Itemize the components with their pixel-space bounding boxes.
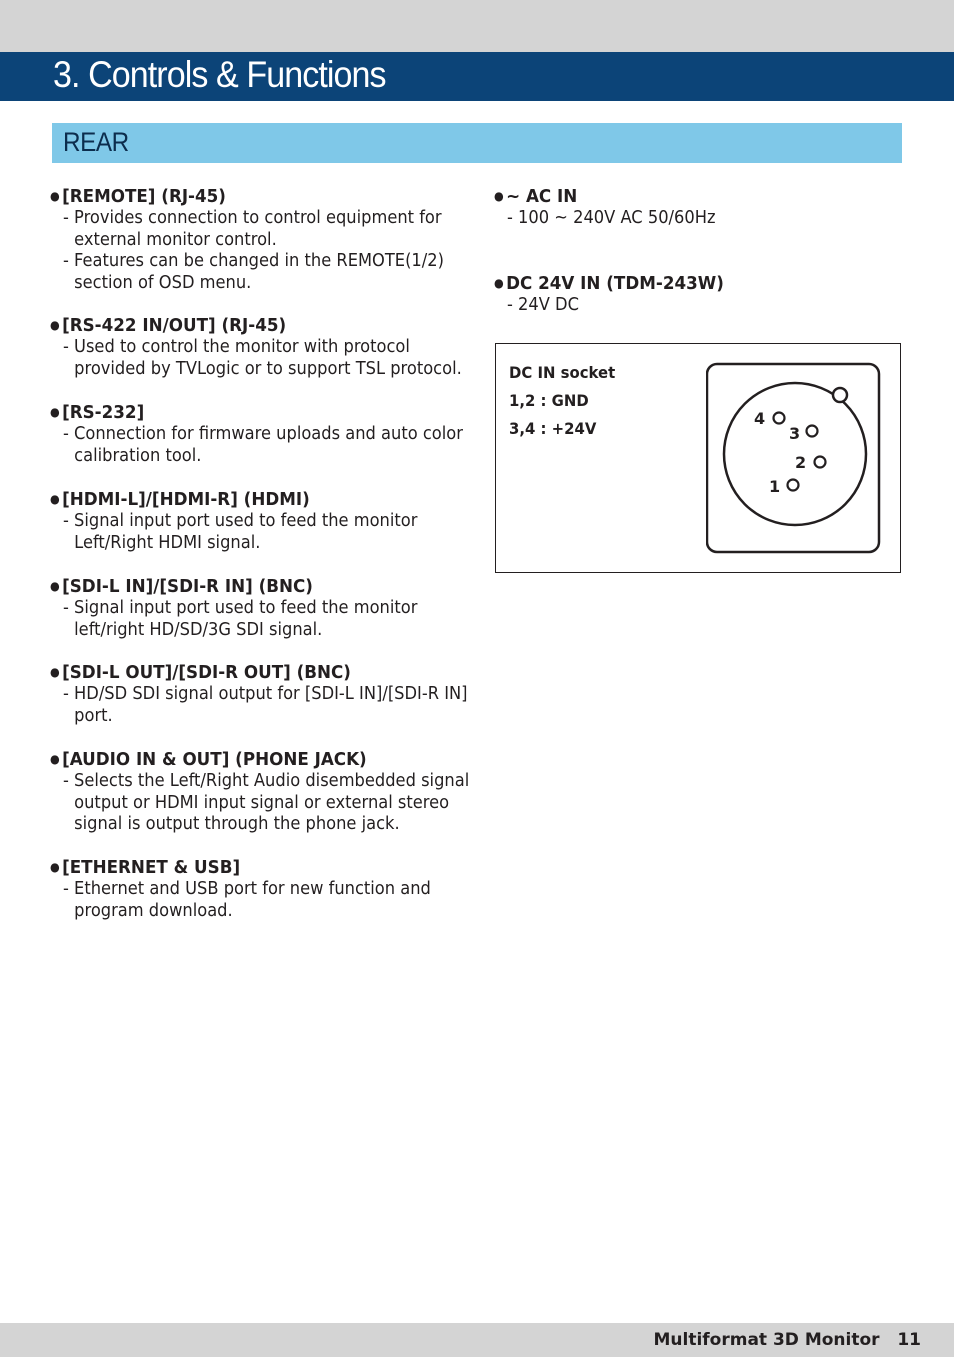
section-title: REAR — [63, 127, 129, 157]
pin-label-4: 4 — [754, 409, 766, 428]
item-desc: - 100 ~ 240V AC 50/60Hz — [507, 208, 716, 228]
bullet-icon: ● — [50, 189, 60, 203]
bullet-icon: ● — [50, 492, 60, 506]
item-desc: - Provides connection to control equipment for external monitor control. — [63, 208, 442, 250]
bullet-icon: ● — [50, 405, 60, 419]
bullet-icon: ● — [50, 318, 60, 332]
item-desc: - Signal input port used to feed the monitor left/right HD/SD/3G SDI signal. — [63, 598, 418, 640]
pin-1-icon — [788, 480, 799, 491]
item-desc: - Used to control the monitor with protocol provided by TVLogic or to support TSL protocol. — [63, 337, 462, 379]
list-item — [494, 185, 914, 272]
footer-title: Multiformat 3D Monitor — [653, 1330, 880, 1350]
list-item — [50, 575, 470, 661]
bullet-icon: ● — [494, 276, 504, 290]
item-heading: ~ AC IN — [506, 186, 578, 207]
item-desc: - Features can be changed in the REMOTE(1/2) section of OSD menu. — [63, 251, 444, 293]
footer — [653, 1330, 921, 1350]
left-column — [50, 185, 470, 926]
item-desc: - 24V DC — [507, 295, 579, 315]
pin-label-2: 2 — [795, 453, 807, 472]
pin-assignment-gnd: 1,2 : GND — [509, 391, 589, 410]
dc-socket-diagram — [706, 362, 882, 556]
item-desc: - HD/SD SDI signal output for [SDI-L IN]/[SDI-R IN] port. — [63, 684, 468, 726]
pin-assignment-24v: 3,4 : +24V — [509, 419, 597, 438]
list-item — [50, 314, 470, 401]
item-heading: [REMOTE] (RJ-45) — [62, 186, 226, 207]
pin-label-3: 3 — [789, 424, 801, 443]
bullet-icon: ● — [50, 665, 60, 679]
item-heading: [RS-232] — [62, 402, 145, 423]
list-item — [50, 488, 470, 575]
pin-4-icon — [774, 413, 785, 424]
socket-key-notch — [833, 388, 847, 402]
item-heading: [AUDIO IN & OUT] (PHONE JACK) — [62, 749, 367, 770]
item-heading: [SDI-L IN]/[SDI-R IN] (BNC) — [62, 576, 313, 597]
list-item — [50, 661, 470, 748]
item-heading: [RS-422 IN/OUT] (RJ-45) — [62, 315, 287, 336]
page-title: 3. Controls & Functions — [53, 54, 386, 95]
item-desc: - Ethernet and USB port for new function and program download. — [63, 879, 431, 921]
item-desc: - Signal input port used to feed the monitor Left/Right HDMI signal. — [63, 511, 418, 553]
item-heading: [ETHERNET & USB] — [62, 857, 241, 878]
list-item — [50, 185, 470, 314]
dc-in-title: DC IN socket — [509, 363, 616, 382]
list-item — [494, 272, 914, 317]
item-heading: [HDMI-L]/[HDMI-R] (HDMI) — [62, 489, 310, 510]
pin-2-icon — [815, 457, 826, 468]
right-column — [494, 185, 914, 317]
page-number: 11 — [897, 1330, 921, 1350]
bullet-icon: ● — [494, 189, 504, 203]
pin-3-icon — [807, 426, 818, 437]
item-heading: DC 24V IN (TDM-243W) — [506, 273, 724, 294]
bullet-icon: ● — [50, 579, 60, 593]
list-item — [50, 856, 470, 926]
item-desc: - Connection for firmware uploads and auto color calibration tool. — [63, 424, 463, 466]
item-desc: - Selects the Left/Right Audio disembedded signal output or HDMI input signal or external stereo signal is output through the phone jack. — [63, 771, 470, 834]
section-bar — [52, 123, 902, 163]
list-item — [50, 748, 470, 856]
pin-label-1: 1 — [769, 477, 781, 496]
bullet-icon: ● — [50, 860, 60, 874]
top-band — [0, 0, 954, 52]
item-heading: [SDI-L OUT]/[SDI-R OUT] (BNC) — [62, 662, 351, 683]
bullet-icon: ● — [50, 752, 60, 766]
list-item — [50, 401, 470, 488]
